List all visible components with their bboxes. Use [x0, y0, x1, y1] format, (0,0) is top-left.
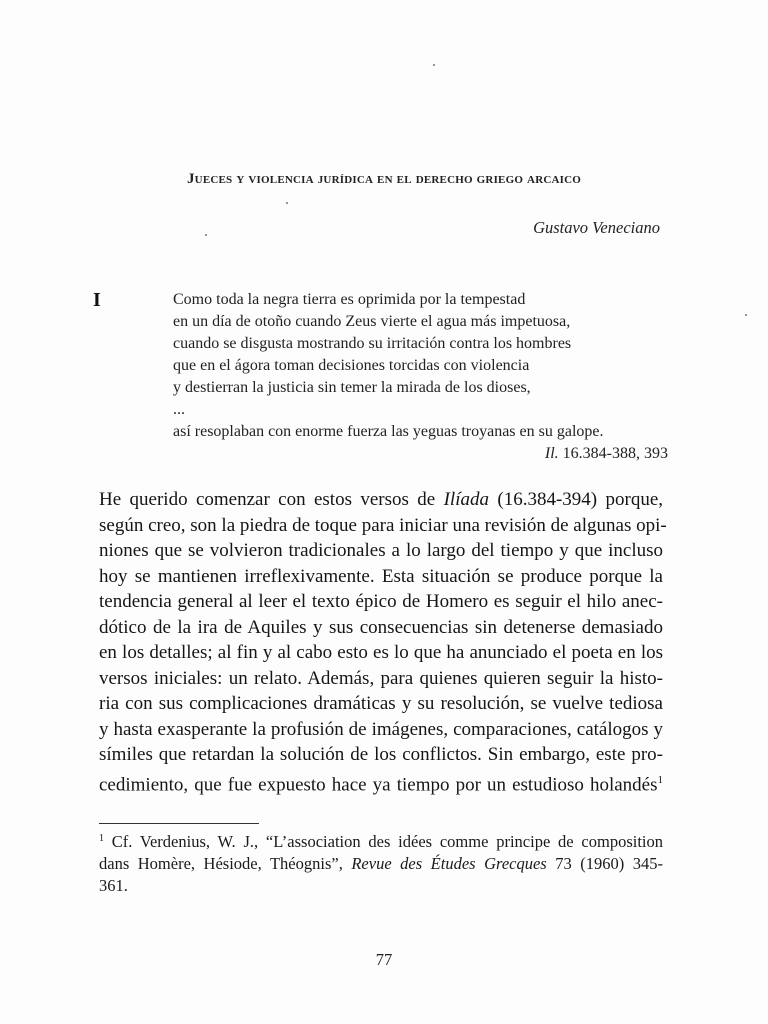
body-line: según creo, son la piedra de toque para iniciar una revisión de algunas opi-: [99, 514, 667, 536]
section-number: I: [93, 289, 101, 311]
body-line: versos iniciales: un relato. Además, para quienes quieren seguir la histo-: [99, 667, 663, 689]
body-text-run: He querido comenzar con estos versos de: [99, 489, 444, 510]
body-line: tendencia general al leer el texto épico de Homero es seguir el hilo anec-: [99, 591, 663, 612]
work-title-iliad: Ilíada: [443, 489, 489, 510]
footnote-marker: 1: [99, 833, 104, 844]
footnote-line: 361.: [99, 876, 128, 895]
journal-title: Revue des Études Grecques: [351, 854, 547, 873]
footnote-reference[interactable]: 1: [657, 773, 663, 786]
epigraph-line: que en el ágora toman decisiones torcidas con violencia: [173, 357, 530, 374]
footnote-text-run: Cf. Verdenius, W. J., “L’association des idées comme principe de composition: [104, 832, 663, 851]
epigraph-ellipsis: ...: [173, 401, 185, 418]
body-line: símiles que retardan la solución de los conflictos. Sin embargo, este pro-: [99, 744, 663, 765]
body-line: niones que se volvieron tradicionales a lo largo del tiempo y que incluso: [99, 540, 663, 561]
citation-abbreviation: Il.: [544, 445, 559, 462]
scan-speck: [205, 234, 207, 236]
author-name: Gustavo Veneciano: [533, 218, 660, 237]
page-number: 77: [375, 950, 393, 969]
footnote: [99, 828, 663, 897]
body-paragraph: [99, 487, 667, 797]
scan-speck: [745, 314, 747, 316]
article-title: Jueces y violencia jurídica en el derecho griego arcaico: [186, 171, 582, 187]
epigraph-line: así resoplaban con enorme fuerza las yeguas troyanas en su galope.: [173, 423, 604, 440]
citation-reference: 16.384-388, 393: [558, 445, 668, 462]
footnote-text-run: dans Homère, Hésiode, Théognis”,: [99, 854, 352, 873]
scan-speck: [433, 64, 435, 66]
footnote-divider: [99, 823, 259, 824]
body-line: ria con sus complicaciones dramáticas y su resolución, se vuelve tediosa: [99, 693, 663, 714]
epigraph-line: Como toda la negra tierra es oprimida por la tempestad: [173, 291, 526, 308]
body-line: hoy se mantienen irreflexivamente. Esta situación se produce porque la: [99, 565, 663, 587]
footnote-text-run: 73 (1960) 345-: [546, 854, 664, 873]
scan-speck: [286, 202, 288, 204]
epigraph-line: y destierran la justicia sin temer la mirada de los dioses,: [173, 379, 531, 396]
epigraph-citation: [173, 443, 668, 465]
epigraph-block: [173, 289, 668, 465]
epigraph-line: en un día de otoño cuando Zeus vierte el agua más impetuosa,: [173, 313, 571, 330]
body-line: [99, 487, 663, 513]
body-line: dótico de la ira de Aquiles y sus consecuencias sin detenerse demasiado: [99, 616, 663, 638]
body-line: y hasta exasperante la profusión de imágenes, comparaciones, catálogos y: [99, 718, 663, 740]
body-line: en los detalles; al fin y al cabo esto es lo que ha anunciado el poeta en los: [99, 642, 663, 663]
footnote-line: [99, 828, 663, 853]
epigraph-line: cuando se disgusta mostrando su irritación contra los hombres: [173, 335, 572, 352]
body-text-run: cedimiento, que fue expuesto hace ya tiempo por un estudioso holandés: [99, 773, 658, 795]
body-line: [99, 768, 663, 798]
body-text-run: (16.384-394) porque,: [489, 489, 663, 510]
footnote-line: [99, 853, 663, 875]
